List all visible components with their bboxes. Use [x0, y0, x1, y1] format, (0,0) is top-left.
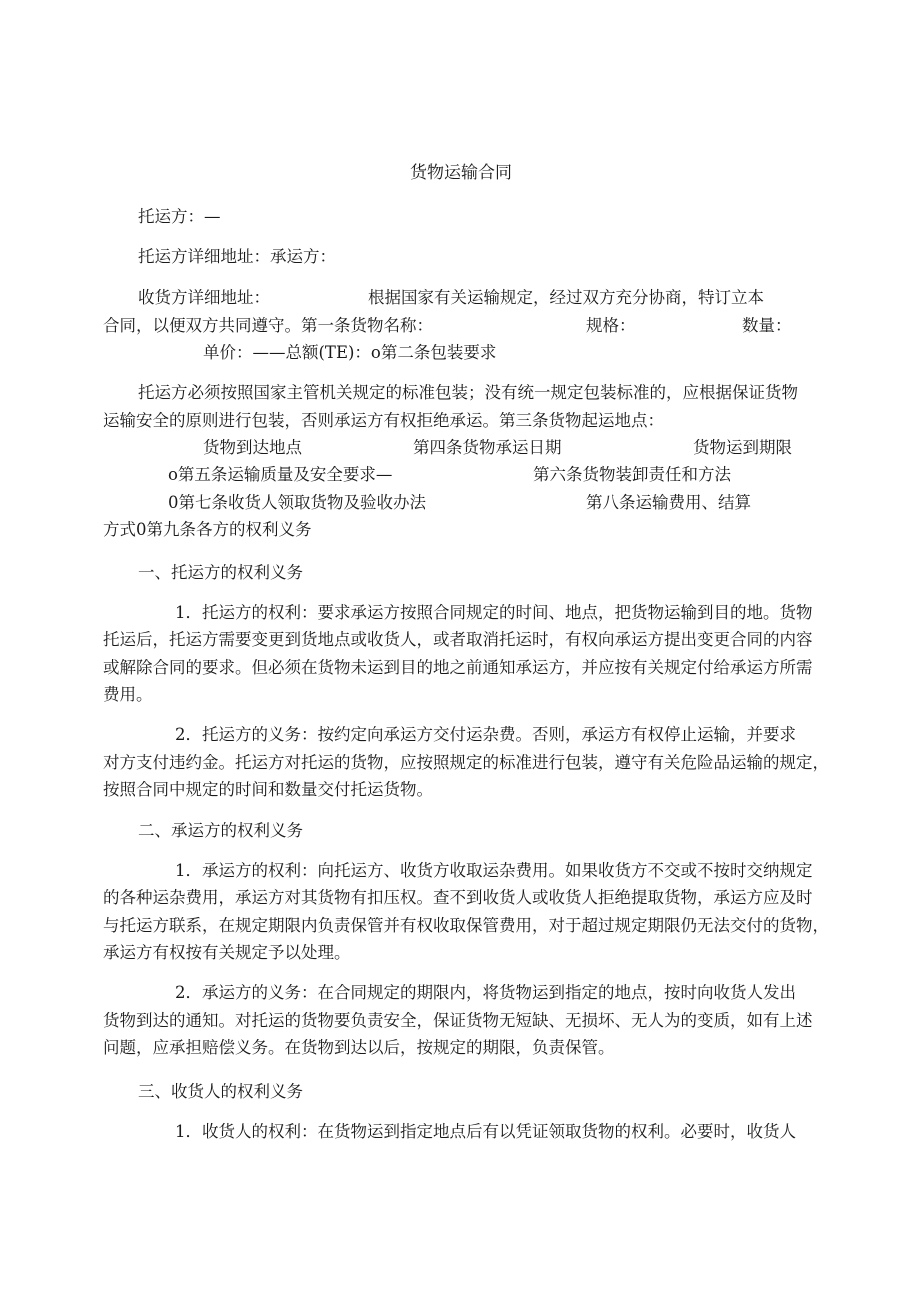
clause-7-receipt: 0第七条收货人领取货物及验收办法: [168, 493, 426, 512]
section-1-p2-line: 对方支付违约金。托运方对托运的货物，应按照规定的标准进行包装，遵守有关危险品运输的规定，: [103, 753, 829, 772]
section-1-heading: 一、托运方的权利义务: [138, 563, 303, 582]
section-2-p2-line: 货物到达的通知。对托运的货物要负责安全，保证货物无短缺、无损坏、无人为的变质，如有上述: [103, 1011, 813, 1030]
section-1-p1-line: 费用。: [103, 685, 153, 704]
clause-5-quality: o第五条运输质量及安全要求—: [168, 465, 393, 484]
preamble-line-2: 合同，以便双方共同遵守。第一条货物名称：: [103, 316, 433, 335]
section-1-p1-line: 1．托运方的权利：要求承运方按照合同规定的时间、地点，把货物运输到目的地。货物: [175, 603, 813, 622]
section-1-p2-line: 2．托运方的义务：按约定向承运方交付运杂费。否则，承运方有权停止运输，并要求: [175, 725, 796, 744]
section-2-p1-line: 承运方有权按有关规定予以处理。: [103, 943, 351, 962]
clause-4-date: 第四条货物承运日期: [413, 438, 562, 457]
section-2-p1-line: 与托运方联系，在规定期限内负责保管并有权收取保管费用，对于超过规定期限仍无法交付的货物，: [103, 916, 829, 935]
clause-9-rights: 方式0第九条各方的权利义务: [103, 520, 312, 539]
shipper-address-carrier-line: 托运方详细地址：承运方：: [138, 247, 336, 266]
spec-label: 规格：: [586, 316, 636, 335]
preamble-line-1: 根据国家有关运输规定，经过双方充分协商，特订立本: [368, 288, 764, 307]
packaging-line-1: 托运方必须按照国家主管机关规定的标准包装；没有统一规定包装标准的，应根据保证货物: [138, 383, 798, 402]
section-2-p1-line: 的各种运杂费用，承运方对其货物有扣压权。查不到收货人或收货人拒绝提取货物，承运方应及时: [103, 888, 813, 907]
shipper-line: 托运方：—: [138, 207, 221, 226]
section-3-p1-line: 1．收货人的权利：在货物运到指定地点后有以凭证领取货物的权利。必要时，收货人: [175, 1122, 796, 1141]
consignee-address-label: 收货方详细地址：: [138, 288, 270, 307]
document-title: 货物运输合同: [410, 163, 512, 183]
section-2-p2-line: 2．承运方的义务：在合同规定的期限内，将货物运到指定的地点，按时向收货人发出: [175, 983, 796, 1002]
clause-8-fees: 第八条运输费用、结算: [586, 493, 751, 512]
section-2-p1-line: 1．承运方的权利：向托运方、收货方收取运杂费用。如果收货方不交或不按时交纳规定: [175, 861, 813, 880]
packaging-line-2: 运输安全的原则进行包装，否则承运方有权拒绝承运。第三条货物起运地点：: [103, 411, 664, 430]
section-2-p2-line: 问题，应承担赔偿义务。在货物到达以后，按规定的期限，负责保管。: [103, 1038, 615, 1057]
clause-destination: 货物到达地点: [203, 438, 302, 457]
quantity-label: 数量：: [742, 316, 792, 335]
section-3-heading: 三、收货人的权利义务: [138, 1082, 303, 1101]
price-line: 单价：——总额(TE)：o第二条包装要求: [203, 343, 497, 362]
section-1-p1-line: 或解除合同的要求。但必须在货物未运到目的地之前通知承运方，并应按有关规定付给承运方所需: [103, 658, 813, 677]
clause-delivery-term: 货物运到期限: [693, 438, 792, 457]
section-1-p2-line: 按照合同中规定的时间和数量交付托运货物。: [103, 780, 433, 799]
section-1-p1-line: 托运后，托运方需要变更到货地点或收货人，或者取消托运时，有权向承运方提出变更合同的内容: [103, 630, 813, 649]
clause-6-loading: 第六条货物装卸责任和方法: [533, 465, 731, 484]
section-2-heading: 二、承运方的权利义务: [138, 821, 303, 840]
